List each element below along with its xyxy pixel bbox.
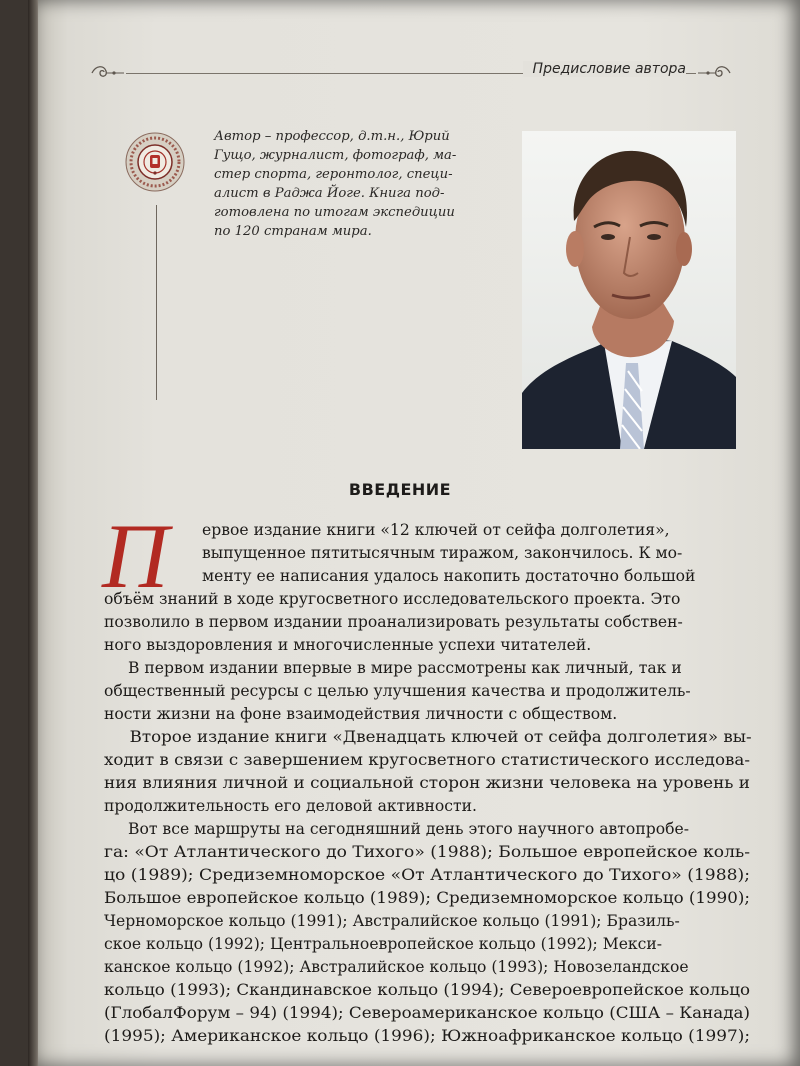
text-line: (ГлобалФорум – 94) (1994); Североамериканское кольцо (США – Канада) bbox=[104, 1004, 751, 1022]
text-line: Черноморское кольцо (1991); Австралийское кольцо (1991); Бразиль- bbox=[104, 912, 680, 930]
emblem-icon bbox=[125, 132, 185, 192]
sidebar-rule bbox=[156, 205, 157, 400]
intro-body bbox=[104, 588, 752, 1048]
drop-cap: П bbox=[102, 505, 169, 607]
text-line: ния влияния личной и социальной сторон жизни человека на уровень и bbox=[104, 774, 751, 792]
text-line: ности жизни на фоне взаимодействия личности с обществом. bbox=[104, 705, 618, 723]
author-note-line: алист в Раджа Йоге. Книга под- bbox=[214, 186, 445, 201]
text-line: объём знаний в ходе кругосветного исследовательского проекта. Это bbox=[104, 590, 681, 608]
author-note-line: по 120 странам мира. bbox=[214, 224, 372, 239]
text-line: ервое издание книги «12 ключей от сейфа долголетия», bbox=[202, 521, 670, 539]
text-line: ного выздоровления и многочисленные успехи читателей. bbox=[104, 636, 592, 654]
text-line: продолжительность его деловой активности. bbox=[104, 797, 477, 815]
text-line: кольцо (1993); Скандинавское кольцо (1994); Североевропейское кольцо bbox=[104, 981, 750, 999]
author-note-line: Гущо, журналист, фотограф, ма- bbox=[214, 148, 457, 163]
author-note-line: стер спорта, геронтолог, специ- bbox=[214, 167, 453, 182]
section-title: ВВЕДЕНИЕ bbox=[348, 480, 452, 499]
left-ornament-icon bbox=[90, 62, 124, 84]
running-header-title: Предисловие автора bbox=[523, 61, 686, 77]
text-line: (1995); Американское кольцо (1996); Южноафриканское кольцо (1997); bbox=[104, 1027, 751, 1045]
text-line: Большое европейское кольцо (1989); Средиземноморское кольцо (1990); bbox=[104, 889, 751, 907]
author-note bbox=[214, 127, 506, 241]
paragraph-first-line: Второе издание книги «Двенадцать ключей от сейфа долголетия» вы- bbox=[129, 728, 752, 746]
text-line: выпущенное пятитысячным тиражом, закончилось. К мо- bbox=[202, 544, 683, 562]
paragraph-first-line: Вот все маршруты на сегодняшний день этого научного автопробе- bbox=[128, 820, 689, 838]
running-header bbox=[90, 58, 732, 88]
text-line: ское кольцо (1992); Центральноевропейское кольцо (1992); Мекси- bbox=[104, 935, 663, 953]
author-note-line: Автор – профессор, д.т.н., Юрий bbox=[214, 129, 450, 144]
author-note-line: готовлена по итогам экспедиции bbox=[214, 205, 455, 220]
text-line: позволило в первом издании проанализировать результаты собствен- bbox=[104, 613, 683, 631]
intro-first-lines bbox=[202, 519, 695, 588]
text-line: канское кольцо (1992); Австралийское кольцо (1993); Новозеландское bbox=[104, 958, 689, 976]
author-photo bbox=[522, 131, 736, 449]
text-line: га: «От Атлантического до Тихого» (1988); Большое европейское коль- bbox=[104, 843, 751, 861]
paragraph-first-line: В первом издании впервые в мире рассмотрены как личный, так и bbox=[128, 659, 682, 677]
text-line: ходит в связи с завершением кругосветного статистического исследова- bbox=[104, 751, 750, 769]
right-ornament-icon bbox=[698, 62, 732, 84]
text-line: цо (1989); Средиземноморское «От Атлантического до Тихого» (1988); bbox=[104, 866, 750, 884]
text-line: общественный ресурсы с целью улучшения качества и продолжитель- bbox=[104, 682, 691, 700]
text-line: менту ее написания удалось накопить достаточно большой bbox=[202, 567, 696, 585]
